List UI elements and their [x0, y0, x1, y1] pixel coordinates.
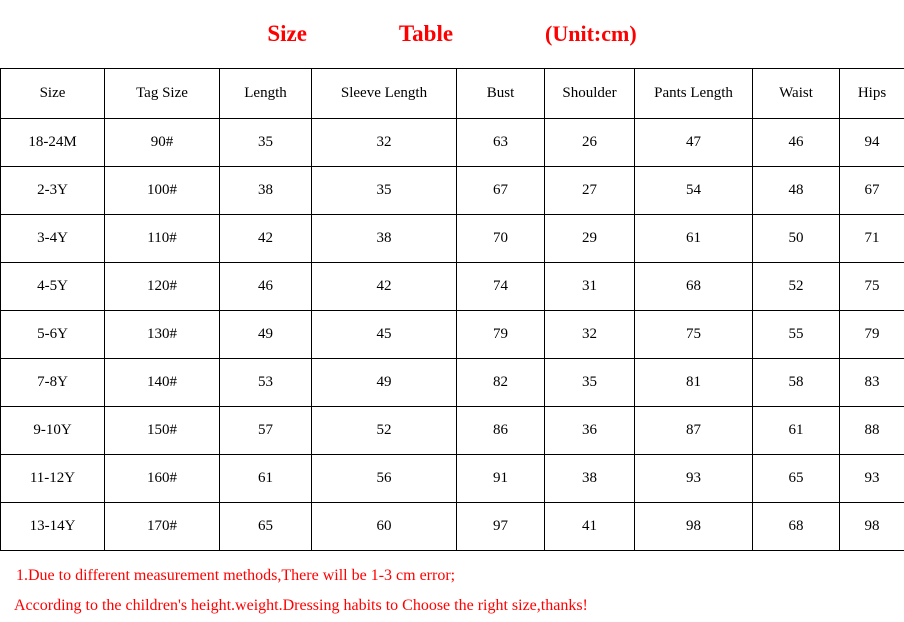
- footer-notes: [0, 551, 904, 621]
- column-header-length: Length: [220, 69, 312, 119]
- cell-sleeve-length: 35: [312, 167, 457, 215]
- cell-hips: 98: [840, 503, 904, 551]
- cell-size: 13-14Y: [1, 503, 105, 551]
- cell-shoulder: 27: [545, 167, 635, 215]
- cell-waist: 46: [753, 119, 840, 167]
- title-unit-label: (Unit:cm): [545, 21, 637, 46]
- cell-waist: 55: [753, 311, 840, 359]
- table-row: [1, 167, 904, 215]
- cell-length: 49: [220, 311, 312, 359]
- cell-length: 35: [220, 119, 312, 167]
- cell-pants-length: 98: [635, 503, 753, 551]
- cell-shoulder: 32: [545, 311, 635, 359]
- cell-pants-length: 81: [635, 359, 753, 407]
- cell-pants-length: 68: [635, 263, 753, 311]
- cell-pants-length: 47: [635, 119, 753, 167]
- cell-pants-length: 93: [635, 455, 753, 503]
- column-header-sleeve-length: Sleeve Length: [312, 69, 457, 119]
- cell-length: 53: [220, 359, 312, 407]
- cell-hips: 71: [840, 215, 904, 263]
- cell-bust: 82: [457, 359, 545, 407]
- cell-tag-size: 100#: [105, 167, 220, 215]
- cell-hips: 67: [840, 167, 904, 215]
- table-row: [1, 503, 904, 551]
- size-measurements-table: [0, 68, 904, 551]
- column-header-bust: Bust: [457, 69, 545, 119]
- cell-shoulder: 38: [545, 455, 635, 503]
- cell-sleeve-length: 52: [312, 407, 457, 455]
- cell-bust: 91: [457, 455, 545, 503]
- cell-tag-size: 120#: [105, 263, 220, 311]
- table-header-row: [1, 69, 904, 119]
- cell-size: 18-24M: [1, 119, 105, 167]
- cell-size: 3-4Y: [1, 215, 105, 263]
- cell-bust: 63: [457, 119, 545, 167]
- cell-length: 61: [220, 455, 312, 503]
- cell-waist: 48: [753, 167, 840, 215]
- title-word-size: Size: [267, 21, 307, 46]
- cell-tag-size: 170#: [105, 503, 220, 551]
- cell-pants-length: 87: [635, 407, 753, 455]
- cell-size: 2-3Y: [1, 167, 105, 215]
- cell-hips: 83: [840, 359, 904, 407]
- cell-length: 65: [220, 503, 312, 551]
- cell-tag-size: 90#: [105, 119, 220, 167]
- cell-shoulder: 29: [545, 215, 635, 263]
- cell-tag-size: 160#: [105, 455, 220, 503]
- table-row: [1, 407, 904, 455]
- cell-length: 42: [220, 215, 312, 263]
- cell-bust: 74: [457, 263, 545, 311]
- cell-pants-length: 61: [635, 215, 753, 263]
- cell-waist: 61: [753, 407, 840, 455]
- cell-bust: 70: [457, 215, 545, 263]
- cell-sleeve-length: 42: [312, 263, 457, 311]
- note-size-advice: According to the children's height.weight.Dressing habits to Choose the right size,thanks!: [14, 597, 588, 614]
- column-header-waist: Waist: [753, 69, 840, 119]
- cell-tag-size: 110#: [105, 215, 220, 263]
- cell-pants-length: 75: [635, 311, 753, 359]
- cell-bust: 79: [457, 311, 545, 359]
- title-word-table: Table: [398, 21, 454, 46]
- cell-hips: 79: [840, 311, 904, 359]
- cell-hips: 94: [840, 119, 904, 167]
- cell-shoulder: 41: [545, 503, 635, 551]
- table-row: [1, 215, 904, 263]
- cell-hips: 93: [840, 455, 904, 503]
- cell-waist: 68: [753, 503, 840, 551]
- table-header: [1, 69, 904, 119]
- column-header-shoulder: Shoulder: [545, 69, 635, 119]
- table-body: [1, 119, 904, 551]
- chart-title-bar: [0, 0, 904, 68]
- cell-size: 4-5Y: [1, 263, 105, 311]
- cell-size: 7-8Y: [1, 359, 105, 407]
- cell-length: 38: [220, 167, 312, 215]
- cell-sleeve-length: 38: [312, 215, 457, 263]
- cell-sleeve-length: 60: [312, 503, 457, 551]
- cell-hips: 75: [840, 263, 904, 311]
- cell-size: 5-6Y: [1, 311, 105, 359]
- cell-waist: 65: [753, 455, 840, 503]
- cell-shoulder: 31: [545, 263, 635, 311]
- table-row: [1, 359, 904, 407]
- cell-hips: 88: [840, 407, 904, 455]
- cell-sleeve-length: 49: [312, 359, 457, 407]
- cell-sleeve-length: 32: [312, 119, 457, 167]
- cell-waist: 52: [753, 263, 840, 311]
- cell-waist: 50: [753, 215, 840, 263]
- cell-sleeve-length: 56: [312, 455, 457, 503]
- note-measurement-error: 1.Due to different measurement methods,There will be 1-3 cm error;: [16, 567, 456, 584]
- column-header-size: Size: [1, 69, 105, 119]
- column-header-tag-size: Tag Size: [105, 69, 220, 119]
- table-row: [1, 119, 904, 167]
- column-header-pants-length: Pants Length: [635, 69, 753, 119]
- cell-pants-length: 54: [635, 167, 753, 215]
- cell-tag-size: 130#: [105, 311, 220, 359]
- cell-waist: 58: [753, 359, 840, 407]
- cell-sleeve-length: 45: [312, 311, 457, 359]
- cell-length: 46: [220, 263, 312, 311]
- cell-tag-size: 150#: [105, 407, 220, 455]
- cell-bust: 97: [457, 503, 545, 551]
- cell-shoulder: 35: [545, 359, 635, 407]
- cell-shoulder: 36: [545, 407, 635, 455]
- cell-size: 9-10Y: [1, 407, 105, 455]
- cell-bust: 67: [457, 167, 545, 215]
- cell-shoulder: 26: [545, 119, 635, 167]
- cell-length: 57: [220, 407, 312, 455]
- table-row: [1, 455, 904, 503]
- cell-tag-size: 140#: [105, 359, 220, 407]
- cell-bust: 86: [457, 407, 545, 455]
- column-header-hips: Hips: [840, 69, 904, 119]
- cell-size: 11-12Y: [1, 455, 105, 503]
- table-row: [1, 263, 904, 311]
- table-row: [1, 311, 904, 359]
